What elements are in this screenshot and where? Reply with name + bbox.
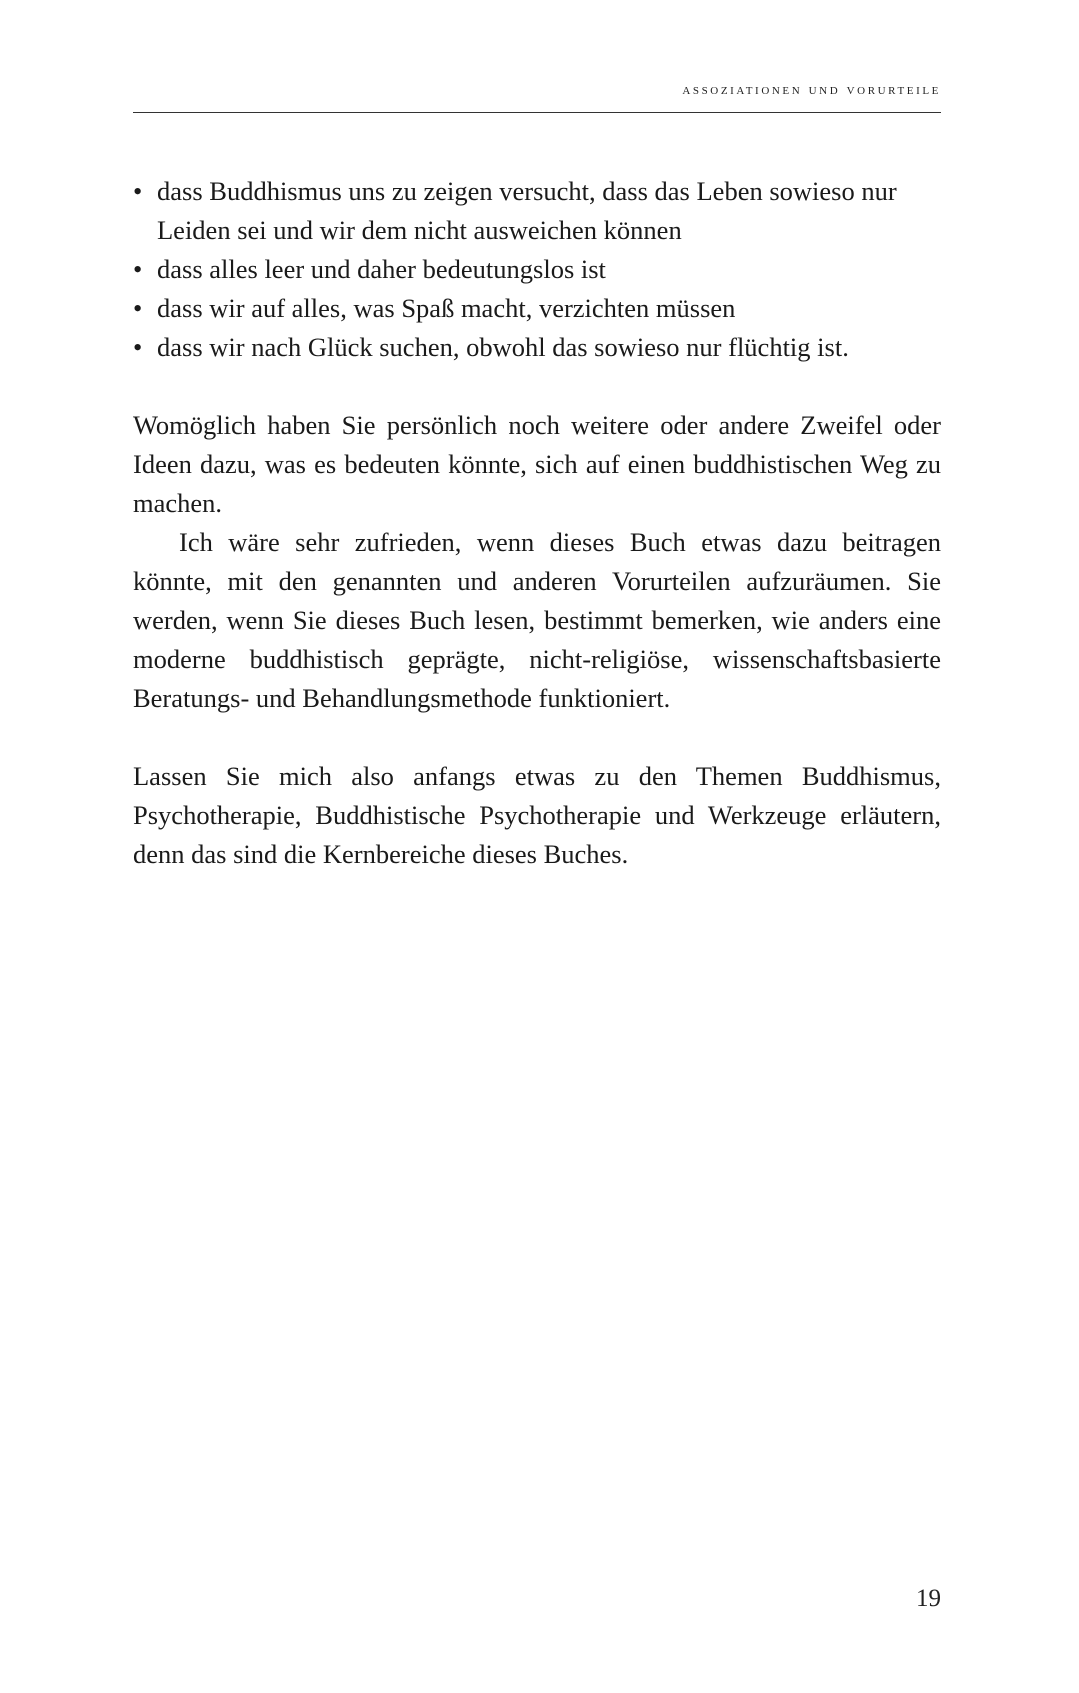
list-item-text: dass wir nach Glück suchen, obwohl das sowieso nur flüchtig ist.	[157, 332, 849, 362]
list-item	[133, 250, 941, 289]
section-gap	[133, 367, 941, 406]
list-item-text: dass wir auf alles, was Spaß macht, verzichten müssen	[157, 293, 736, 323]
list-item	[133, 289, 941, 328]
running-head: assoziationen und vorurteile	[682, 82, 941, 98]
section-gap	[133, 718, 941, 757]
header-rule	[133, 112, 941, 113]
list-item-text: dass alles leer und daher bedeutungslos ist	[157, 254, 606, 284]
list-item-text: dass Buddhismus uns zu zeigen versucht, dass das Leben sowieso nur Leiden sei und wir dem nicht ausweichen können	[157, 176, 897, 245]
list-item	[133, 172, 941, 250]
paragraph: Womöglich haben Sie persönlich noch weitere oder andere Zweifel oder Ideen dazu, was es bedeuten könnte, sich auf einen buddhistischen Weg zu machen.	[133, 410, 941, 518]
bullet-icon: •	[133, 293, 143, 323]
bullet-list	[133, 172, 941, 367]
bullet-icon: •	[133, 176, 143, 206]
paragraph: Ich wäre sehr zufrieden, wenn dieses Buch etwas dazu beitragen könnte, mit den genannten und anderen Vorurteilen aufzuräumen. Sie werden, wenn Sie dieses Buch lesen, bestimmt bemerken, wie anders eine moderne buddhistisch geprägte, nicht-religiöse, wissenschaftsbasierte Beratungs- und Behandlungsmethode funktioniert.	[133, 527, 941, 713]
body-text	[133, 172, 941, 874]
list-item	[133, 328, 941, 367]
page-number: 19	[916, 1585, 941, 1612]
paragraph: Lassen Sie mich also anfangs etwas zu den Themen Buddhismus, Psychotherapie, Buddhistische Psychotherapie und Werkzeuge erläutern, denn das sind die Kernbereiche dieses Buches.	[133, 761, 941, 869]
bullet-icon: •	[133, 254, 143, 284]
bullet-icon: •	[133, 332, 143, 362]
